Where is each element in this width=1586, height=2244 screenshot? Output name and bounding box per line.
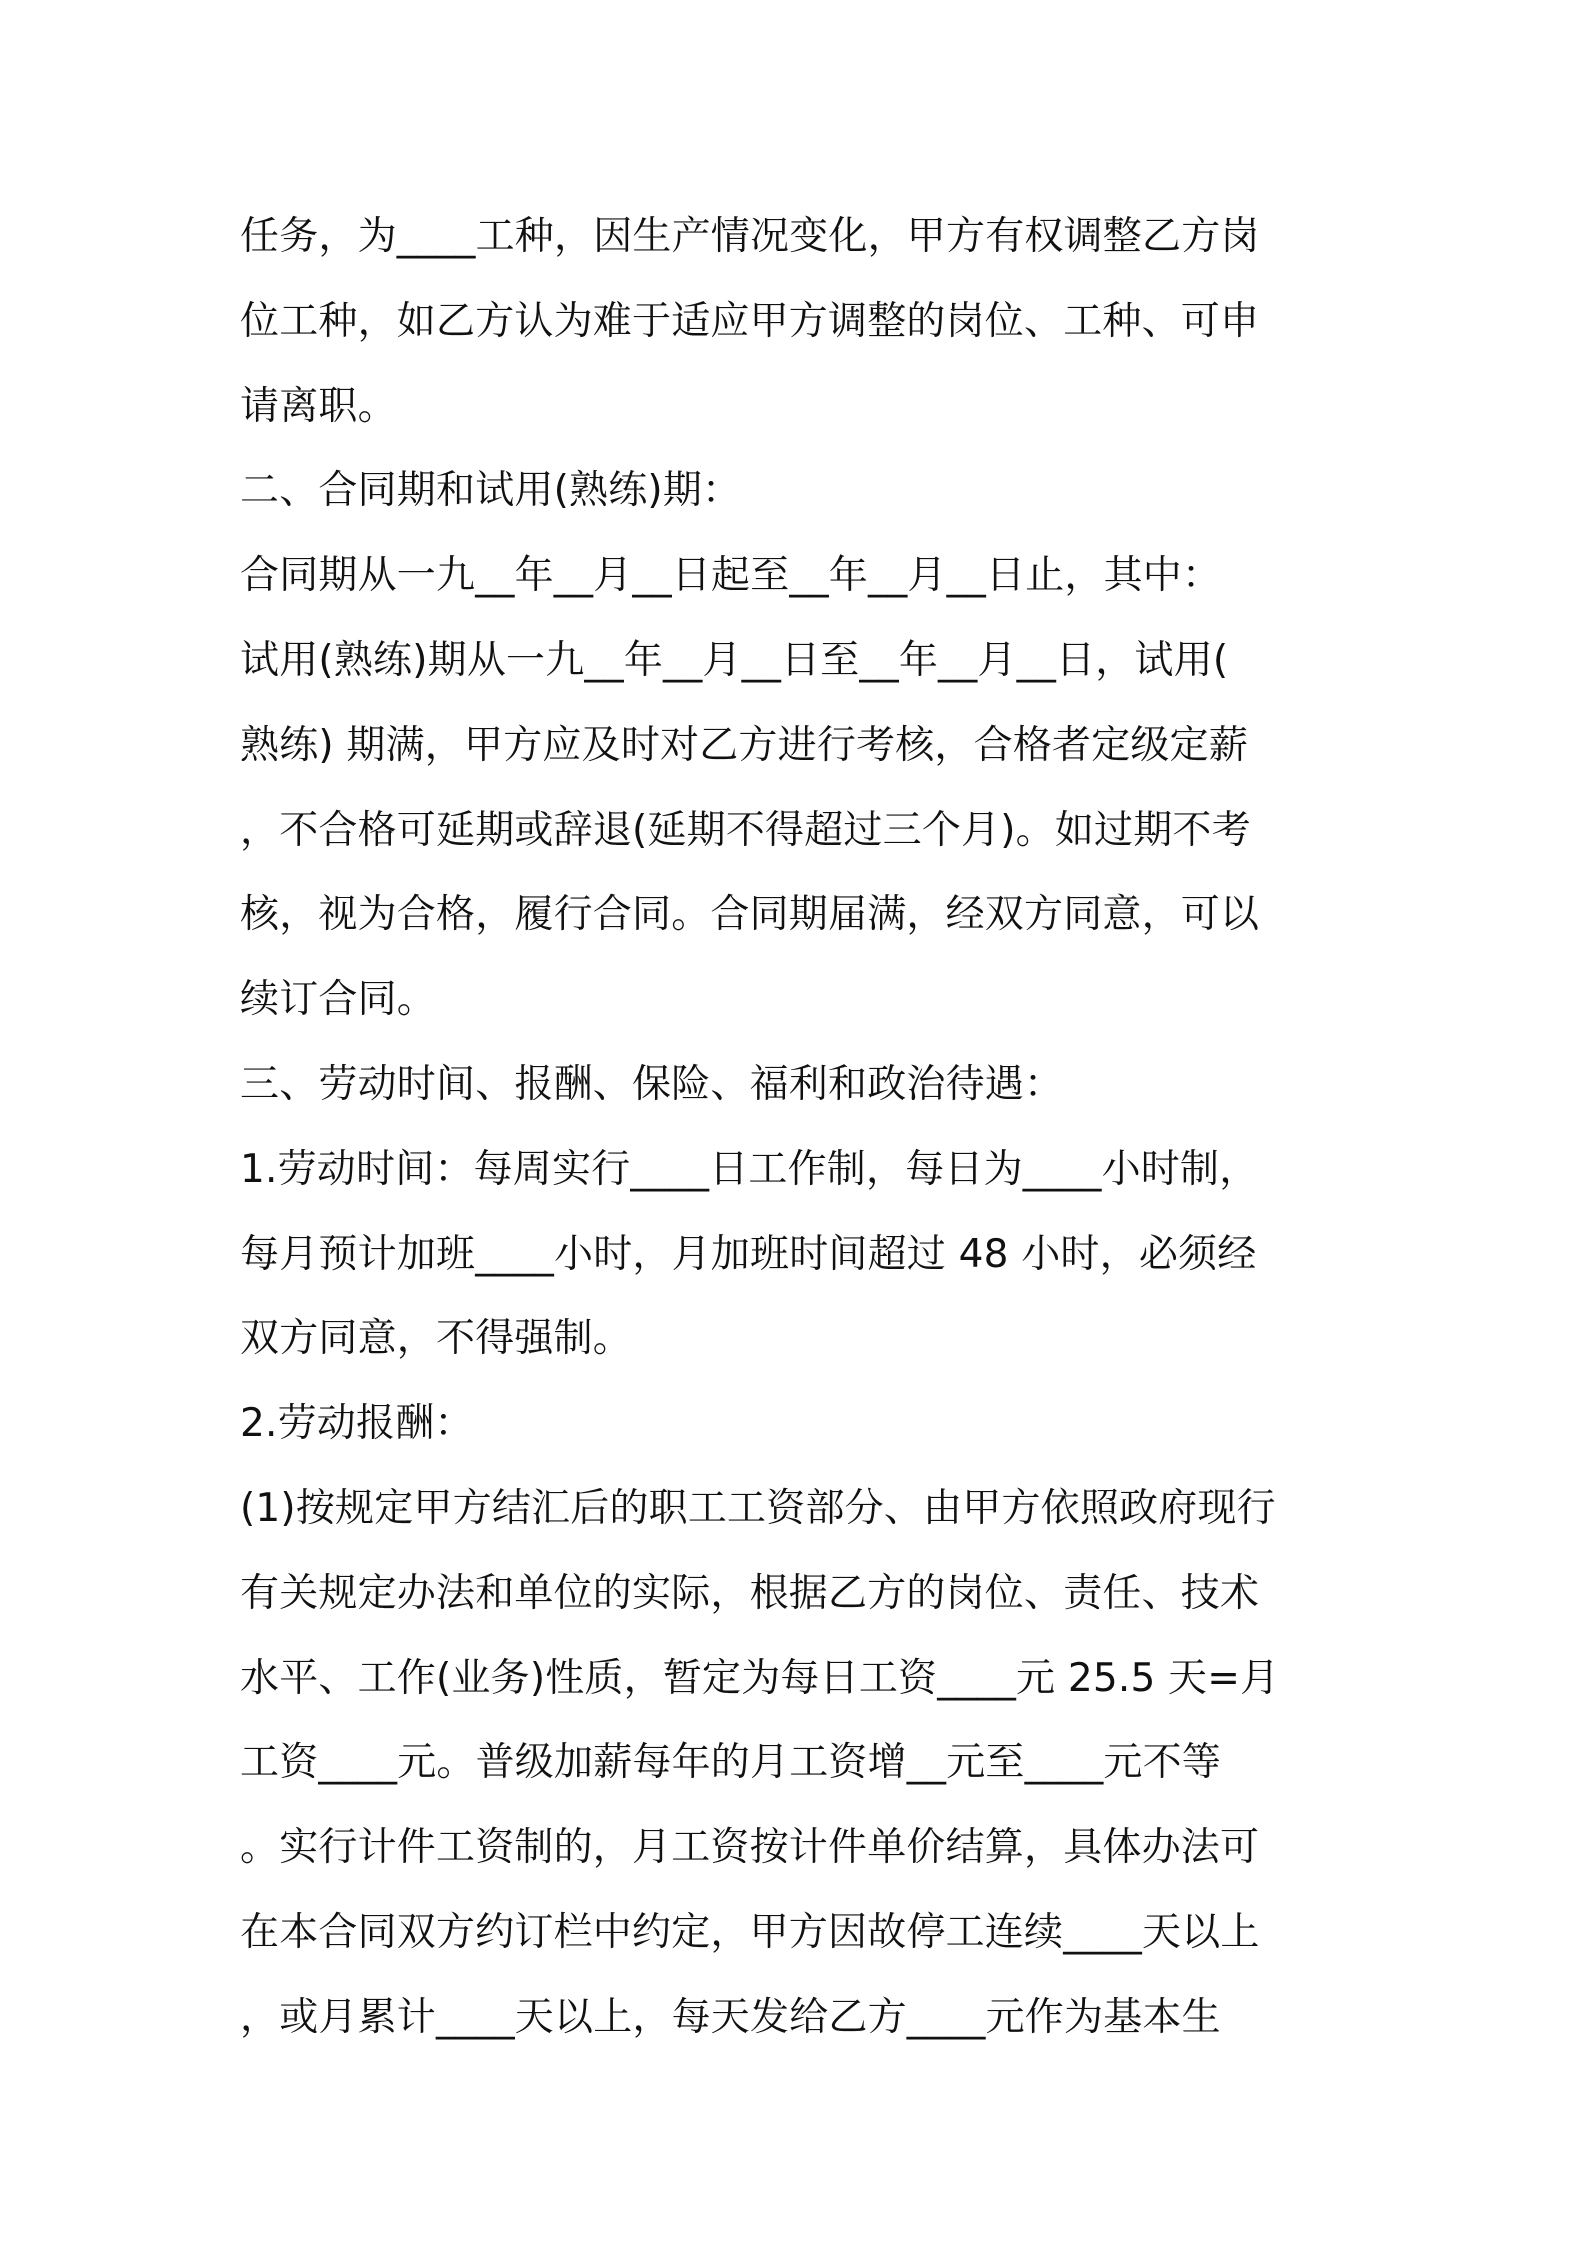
- section-heading: 三、劳动时间、报酬、保险、福利和政治待遇：: [240, 1061, 1064, 1107]
- text-line: 有关规定办法和单位的实际，根据乙方的岗位、责任、技术: [240, 1570, 1260, 1616]
- text-line: 续订合同。: [240, 977, 437, 1023]
- text-line: ，不合格可延期或辞退(延期不得超过三个月)。如过期不考: [240, 807, 1251, 853]
- text-line: 请离职。: [240, 383, 397, 429]
- text-line: 。实行计件工资制的，月工资按计件单价结算，具体办法可: [240, 1825, 1260, 1871]
- text-line: ，或月累计____天以上，每天发给乙方____元作为基本生: [240, 1994, 1221, 2040]
- text-line: 核，视为合格，履行合同。合同期届满，经双方同意，可以: [240, 892, 1260, 938]
- text-line: 在本合同双方约订栏中约定，甲方因故停工连续____天以上: [240, 1909, 1260, 1955]
- text-line: 试用(熟练)期从一九__年__月__日至__年__月__日，试用(: [240, 637, 1229, 683]
- text-line: 1.劳动时间：每周实行____日工作制，每日为____小时制，: [240, 1146, 1259, 1192]
- text-line: 工资____元。普级加薪每年的月工资增__元至____元不等: [240, 1740, 1222, 1786]
- text-line: (1)按规定甲方结汇后的职工工资部分、由甲方依照政府现行: [240, 1485, 1276, 1531]
- section-heading: 二、合同期和试用(熟练)期：: [240, 468, 742, 514]
- text-line: 每月预计加班____小时，月加班时间超过 48 小时，必须经: [240, 1231, 1257, 1277]
- text-line: 位工种，如乙方认为难于适应甲方调整的岗位、工种、可申: [240, 298, 1260, 344]
- text-line: 双方同意，不得强制。: [240, 1316, 633, 1362]
- text-line: 熟练) 期满，甲方应及时对乙方进行考核，合格者定级定薪: [240, 722, 1249, 768]
- document-body: [240, 195, 1355, 2061]
- text-line: 合同期从一九__年__月__日起至__年__月__日止，其中：: [240, 553, 1222, 599]
- subsection-heading: 2.劳动报酬：: [240, 1401, 474, 1447]
- text-line: 水平、工作(业务)性质，暂定为每日工资____元 25.5 天=月: [240, 1655, 1280, 1701]
- text-line: 任务，为____工种，因生产情况变化，甲方有权调整乙方岗: [240, 214, 1260, 259]
